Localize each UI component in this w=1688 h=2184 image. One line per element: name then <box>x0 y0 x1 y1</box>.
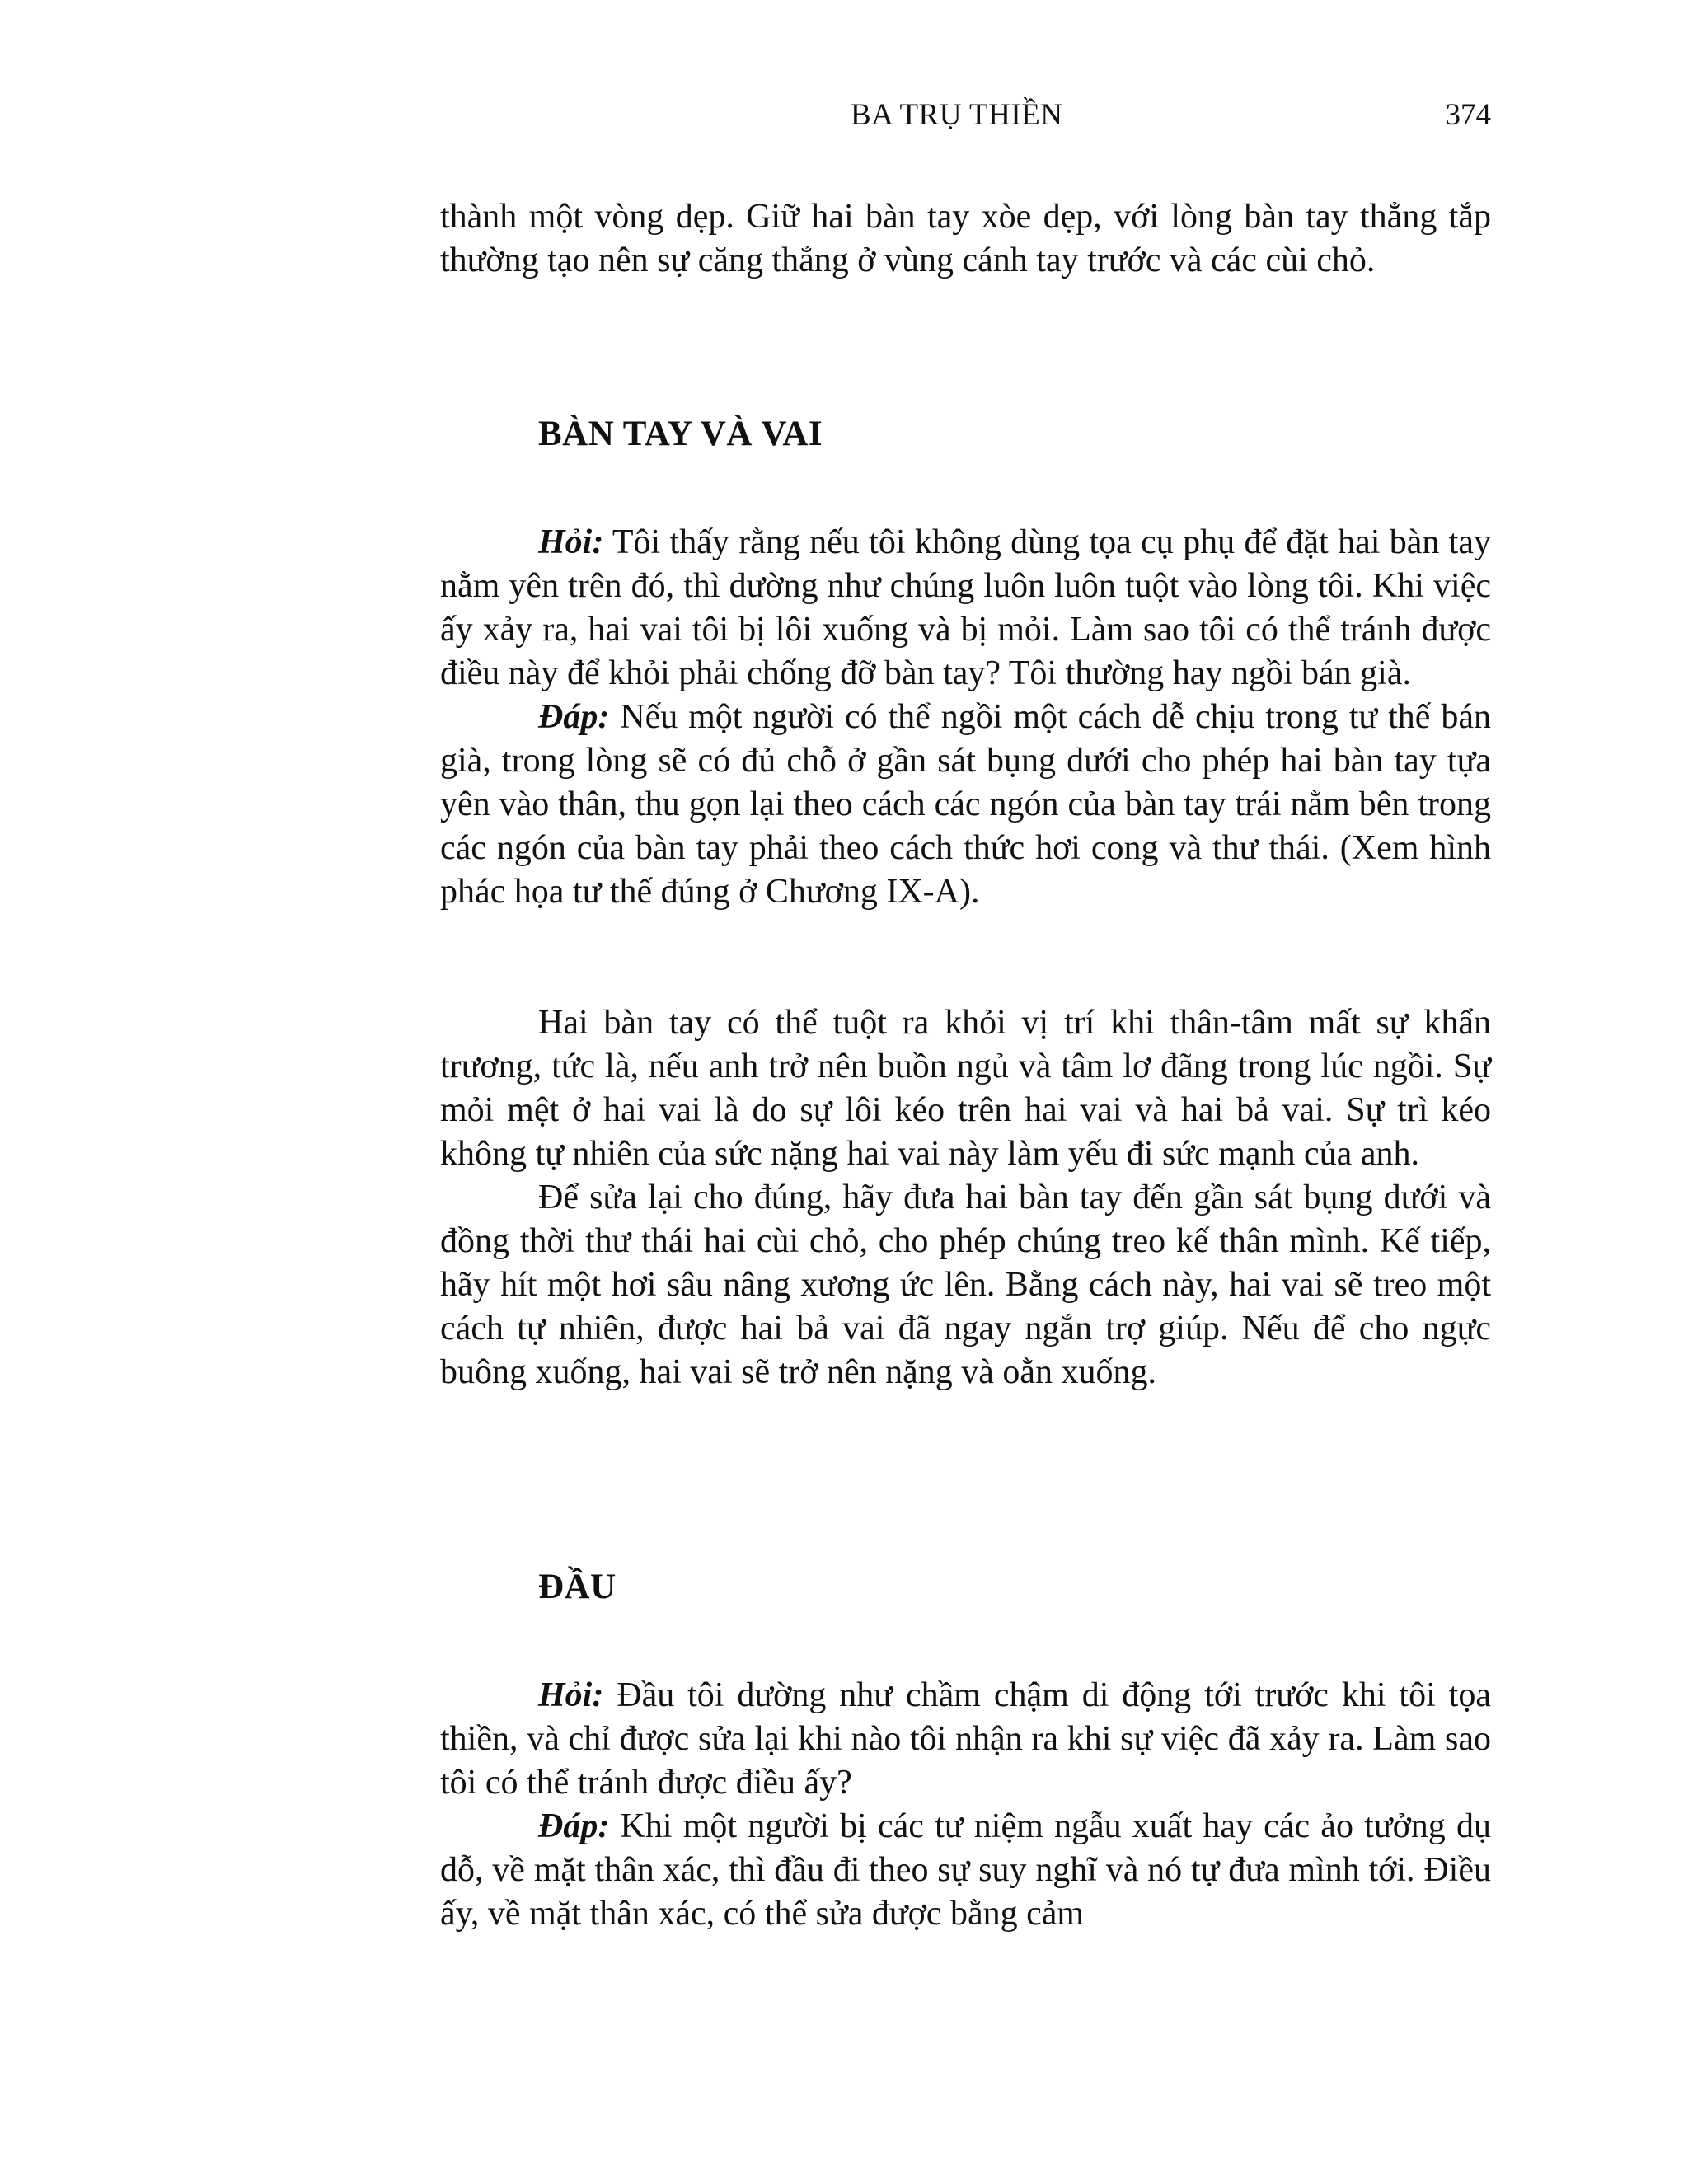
hands-paragraph-2: Để sửa lại cho đúng, hãy đưa hai bàn tay đến gần sát bụng dưới và đồng thời thư thái hai cùi chỏ, cho phép chúng treo kế thân mình. Kế tiếp, hãy hít một hơi sâu nâng xương ức lên. Bằng cách này, hai vai sẽ treo một cách tự nhiên, được hai bả vai đã ngay ngắn trợ giúp. Nếu để cho ngực buông xuống, hai vai sẽ trở nên nặng và oằn xuống. <box>440 1179 1491 1391</box>
page-number: 374 <box>1445 98 1491 132</box>
intro-paragraph: thành một vòng dẹp. Giữ hai bàn tay xòe dẹp, với lòng bàn tay thẳng tắp thường tạo nên sự căng thẳng ở vùng cánh tay trước và các cùi chỏ. <box>440 198 1491 279</box>
head-qa-block <box>440 1674 1491 1936</box>
answer-text: Khi một người bị các tư niệm ngẫu xuất hay các ảo tưởng dụ dỗ, về mặt thân xác, thì đầu đi theo sự suy nghĩ và nó tự đưa mình tới. Điều ấy, về mặt thân xác, có thể sửa được bằng cảm <box>440 1807 1491 1933</box>
intro-paragraph-block <box>440 195 1491 283</box>
hands-qa-block <box>440 521 1491 914</box>
head-question <box>440 1674 1491 1805</box>
answer-label: Đáp: <box>538 1807 610 1845</box>
section-heading-hands-shoulders: BÀN TAY VÀ VAI <box>538 415 823 453</box>
hands-answer <box>440 696 1491 914</box>
question-label: Hỏi: <box>538 1676 604 1714</box>
hands-question <box>440 521 1491 696</box>
head-answer <box>440 1805 1491 1936</box>
question-text: Đầu tôi dường như chầm chậm di động tới trước khi tôi tọa thiền, và chỉ được sửa lại khi nào tôi nhận ra khi sự việc đã xảy ra. Làm sao tôi có thể tránh được điều ấy? <box>440 1676 1491 1802</box>
hands-explanation-block <box>440 1001 1491 1394</box>
running-head-title: BA TRỤ THIỀN <box>851 98 1063 132</box>
question-text: Tôi thấy rằng nếu tôi không dùng tọa cụ phụ để đặt hai bàn tay nằm yên trên đó, thì dường như chúng luôn luôn tuột vào lòng tôi. Khi việc ấy xảy ra, hai vai tôi bị lôi xuống và bị mỏi. Làm sao tôi có thể tránh được điều này để khỏi phải chống đỡ bàn tay? Tôi thường hay ngồi bán già. <box>440 523 1491 692</box>
answer-label: Đáp: <box>538 698 610 736</box>
answer-text: Nếu một người có thể ngồi một cách dễ chịu trong tư thế bán già, trong lòng sẽ có đủ chỗ ở gần sát bụng dưới cho phép hai bàn tay tựa yên vào thân, thu gọn lại theo cách các ngón của bàn tay trái nằm bên trong các ngón của bàn tay phải theo cách thức hơi cong và thư thái. (Xem hình phác họa tư thế đúng ở Chương IX-A). <box>440 698 1491 911</box>
hands-paragraph-1: Hai bàn tay có thể tuột ra khỏi vị trí khi thân-tâm mất sự khẩn trương, tức là, nếu anh trở nên buồn ngủ và tâm lơ đãng trong lúc ngồi. Sự mỏi mệt ở hai vai là do sự lôi kéo trên hai vai và hai bả vai. Sự trì kéo không tự nhiên của sức nặng hai vai này làm yếu đi sức mạnh của anh. <box>440 1004 1491 1173</box>
question-label: Hỏi: <box>538 523 604 561</box>
section-heading-head: ĐẦU <box>538 1568 617 1606</box>
